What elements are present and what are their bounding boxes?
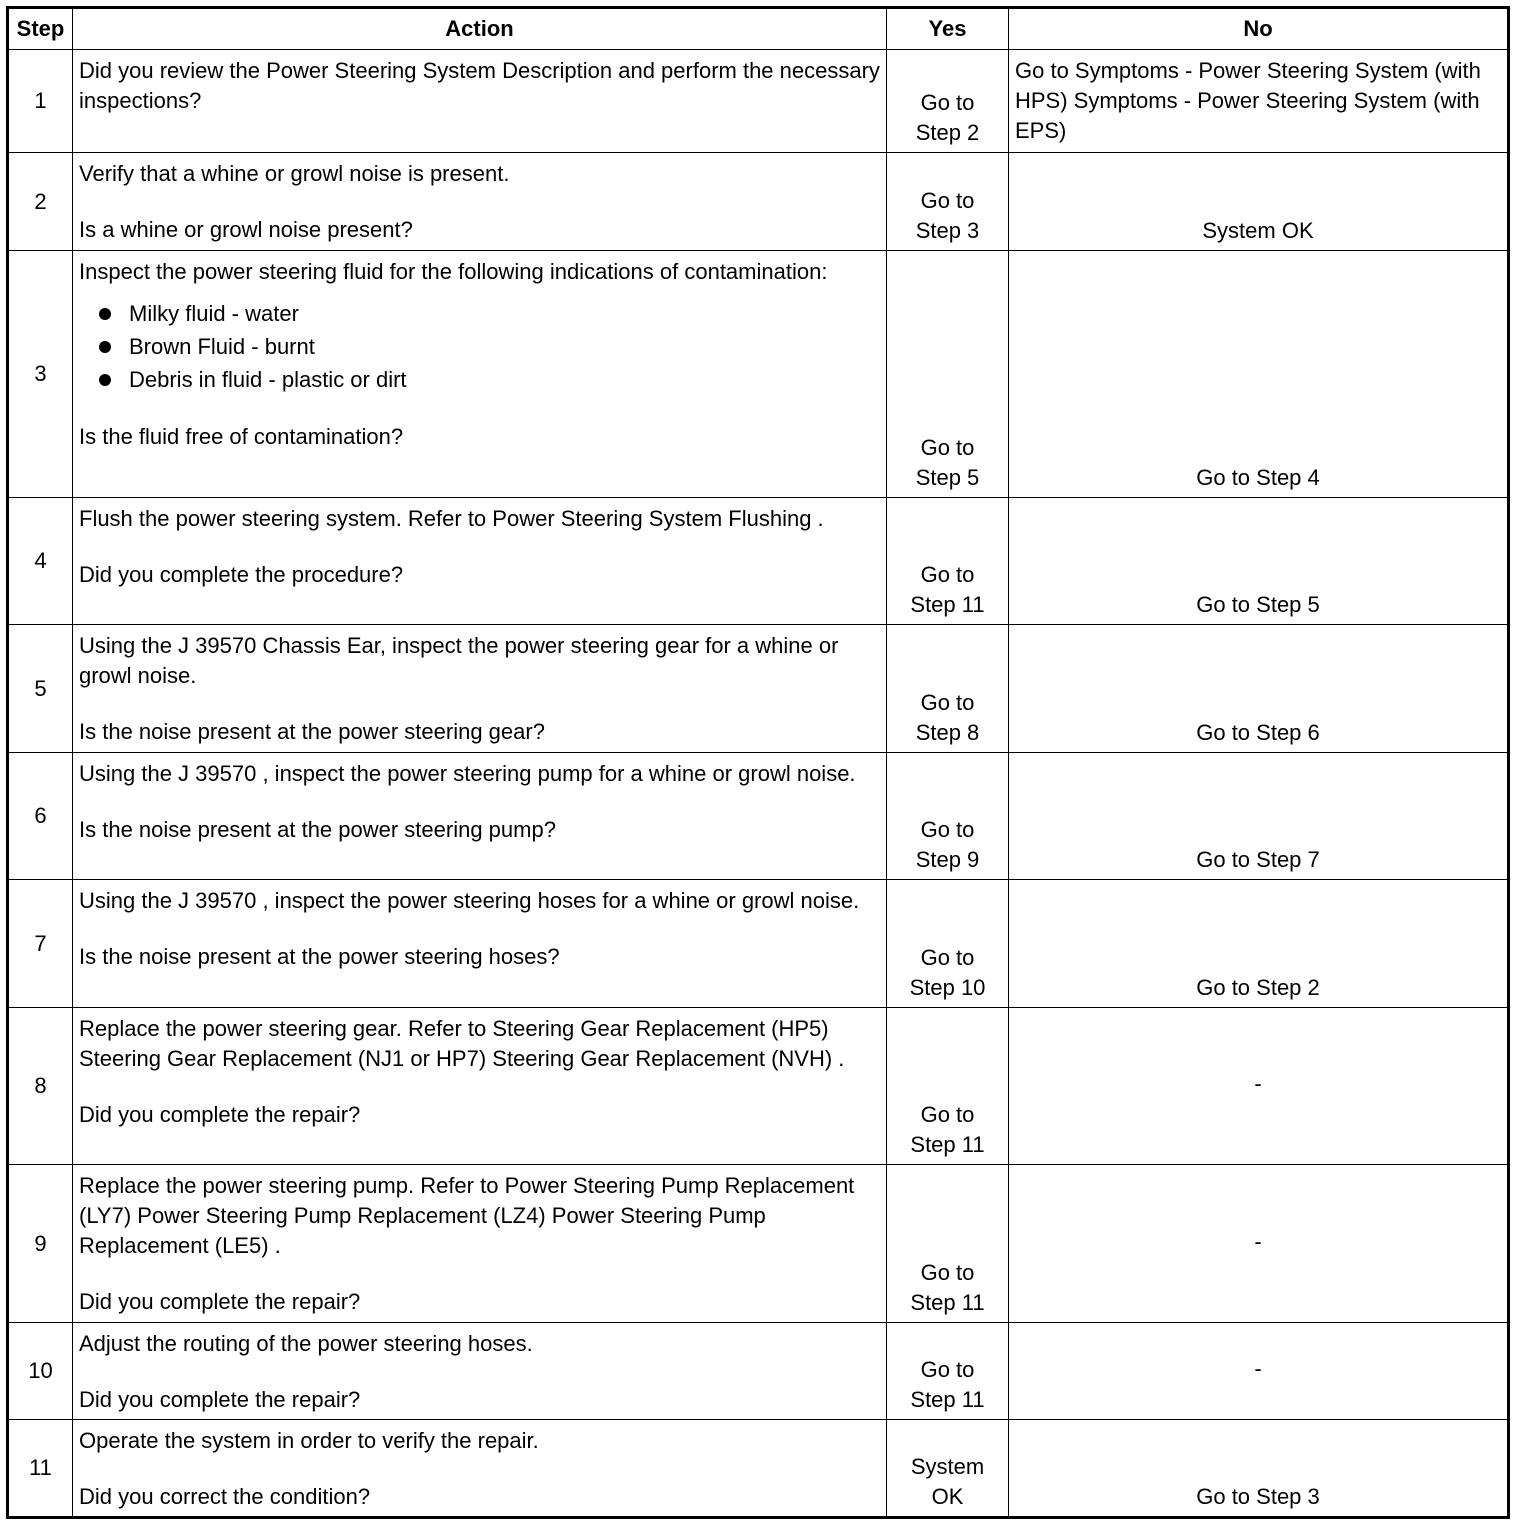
yes-text: Step 11 <box>910 1132 985 1157</box>
action-cell <box>73 50 887 153</box>
action-cell <box>73 1008 887 1165</box>
bullet-item: Milky fluid - water <box>99 297 880 330</box>
step-number: 10 <box>8 1323 73 1420</box>
yes-cell <box>887 153 1009 251</box>
no-cell: Go to Symptoms - Power Steering System (with HPS) Symptoms - Power Steering System (with EPS) <box>1009 50 1509 153</box>
step-number: 2 <box>8 153 73 251</box>
bullet-item: Brown Fluid - burnt <box>99 330 880 363</box>
bullet-item: Debris in fluid - plastic or dirt <box>99 363 880 396</box>
yes-cell <box>887 753 1009 880</box>
yes-cell <box>887 1323 1009 1420</box>
action-question: Did you complete the repair? <box>79 1102 361 1127</box>
yes-cell <box>887 498 1009 625</box>
table-row <box>8 498 1509 625</box>
table-row <box>8 880 1509 1008</box>
yes-cell <box>887 880 1009 1008</box>
no-cell: - <box>1009 1008 1509 1165</box>
header-no: No <box>1009 8 1509 50</box>
action-question: Did you complete the repair? <box>79 1387 361 1412</box>
action-question: Is the noise present at the power steering gear? <box>79 719 545 744</box>
action-question: Did you complete the repair? <box>79 1289 361 1314</box>
action-text: Operate the system in order to verify the repair. <box>79 1428 539 1453</box>
header-step: Step <box>8 8 73 50</box>
step-number: 6 <box>8 753 73 880</box>
yes-cell <box>887 50 1009 153</box>
step-number: 8 <box>8 1008 73 1165</box>
bullet-list <box>79 297 880 396</box>
no-cell: Go to Step 5 <box>1009 498 1509 625</box>
yes-text: System <box>910 1454 985 1479</box>
yes-cell <box>887 1420 1009 1518</box>
action-text: Replace the power steering pump. Refer to Power Steering Pump Replacement (LY7) Power Steering Pump Replacement (LZ4) Power Steering Pump Replacement (LE5) . <box>79 1173 855 1258</box>
action-cell <box>73 753 887 880</box>
no-cell: - <box>1009 1165 1509 1323</box>
spacer <box>79 691 880 717</box>
yes-text: Step 10 <box>909 975 986 1000</box>
action-text: Adjust the routing of the power steering hoses. <box>79 1331 533 1356</box>
no-cell: Go to Step 3 <box>1009 1420 1509 1518</box>
yes-text: Go to <box>920 90 975 115</box>
action-text: Using the J 39570 , inspect the power steering pump for a whine or growl noise. <box>79 761 856 786</box>
table-row <box>8 50 1509 153</box>
yes-cell <box>887 1165 1009 1323</box>
table-row <box>8 1420 1509 1518</box>
yes-text: Go to <box>920 945 975 970</box>
action-question: Is a whine or growl noise present? <box>79 217 413 242</box>
yes-cell <box>887 625 1009 753</box>
step-number: 1 <box>8 50 73 153</box>
action-cell <box>73 498 887 625</box>
yes-text: Go to <box>920 1260 975 1285</box>
spacer <box>79 916 880 942</box>
yes-text: Step 5 <box>915 465 980 490</box>
diagnostic-table <box>6 6 1510 1519</box>
table-row <box>8 251 1509 498</box>
action-cell <box>73 1323 887 1420</box>
action-cell <box>73 153 887 251</box>
spacer <box>79 1359 880 1385</box>
spacer <box>79 1456 880 1482</box>
yes-text: Go to <box>920 188 975 213</box>
table-row <box>8 1165 1509 1323</box>
spacer <box>79 789 880 815</box>
header-row <box>8 8 1509 50</box>
action-cell <box>73 625 887 753</box>
yes-text: Go to <box>920 1357 975 1382</box>
yes-text: Step 11 <box>910 1387 985 1412</box>
action-text: Using the J 39570 , inspect the power steering hoses for a whine or growl noise. <box>79 888 860 913</box>
yes-text: Step 11 <box>910 592 985 617</box>
action-text: Using the J 39570 Chassis Ear, inspect the power steering gear for a whine or growl noise. <box>79 633 839 688</box>
header-action: Action <box>73 8 887 50</box>
action-question: Is the noise present at the power steering pump? <box>79 817 556 842</box>
yes-cell <box>887 251 1009 498</box>
action-question: Did you complete the procedure? <box>79 562 404 587</box>
spacer <box>79 396 880 422</box>
table-row <box>8 625 1509 753</box>
no-cell: Go to Step 4 <box>1009 251 1509 498</box>
action-cell <box>73 1420 887 1518</box>
step-number: 4 <box>8 498 73 625</box>
action-cell <box>73 1165 887 1323</box>
no-cell: Go to Step 6 <box>1009 625 1509 753</box>
step-number: 5 <box>8 625 73 753</box>
table-row <box>8 753 1509 880</box>
action-question: Did you correct the condition? <box>79 1484 371 1509</box>
yes-text: Step 8 <box>915 720 980 745</box>
yes-text: Go to <box>920 1102 975 1127</box>
no-cell: Go to Step 2 <box>1009 880 1509 1008</box>
yes-text: Go to <box>920 435 975 460</box>
yes-text: Step 3 <box>915 218 980 243</box>
action-cell <box>73 251 887 498</box>
yes-text: OK <box>931 1484 964 1509</box>
action-text: Verify that a whine or growl noise is present. <box>79 161 510 186</box>
table-row <box>8 1323 1509 1420</box>
no-cell: System OK <box>1009 153 1509 251</box>
yes-text: Step 11 <box>910 1290 985 1315</box>
table-row <box>8 153 1509 251</box>
yes-cell <box>887 1008 1009 1165</box>
action-cell <box>73 880 887 1008</box>
header-yes: Yes <box>887 8 1009 50</box>
spacer <box>79 534 880 560</box>
action-text: Inspect the power steering fluid for the following indications of contamination: <box>79 259 828 284</box>
action-text: Did you review the Power Steering System Description and perform the necessary inspections? <box>79 58 880 113</box>
action-text: Replace the power steering gear. Refer to Steering Gear Replacement (HP5) Steering Gear Replacement (NJ1 or HP7) Steering Gear Replacement (NVH) . <box>79 1016 845 1071</box>
step-number: 9 <box>8 1165 73 1323</box>
yes-text: Go to <box>920 690 975 715</box>
step-number: 11 <box>8 1420 73 1518</box>
no-cell: Go to Step 7 <box>1009 753 1509 880</box>
action-question: Is the noise present at the power steering hoses? <box>79 944 560 969</box>
yes-text: Go to <box>920 562 975 587</box>
yes-text: Step 9 <box>915 847 980 872</box>
yes-text: Step 2 <box>915 120 980 145</box>
step-number: 3 <box>8 251 73 498</box>
action-question: Is the fluid free of contamination? <box>79 424 404 449</box>
no-cell: - <box>1009 1323 1509 1420</box>
step-number: 7 <box>8 880 73 1008</box>
action-text: Flush the power steering system. Refer to Power Steering System Flushing . <box>79 506 824 531</box>
spacer <box>79 189 880 215</box>
spacer <box>79 1074 880 1100</box>
table-row <box>8 1008 1509 1165</box>
yes-text: Go to <box>920 817 975 842</box>
spacer <box>79 1261 880 1287</box>
